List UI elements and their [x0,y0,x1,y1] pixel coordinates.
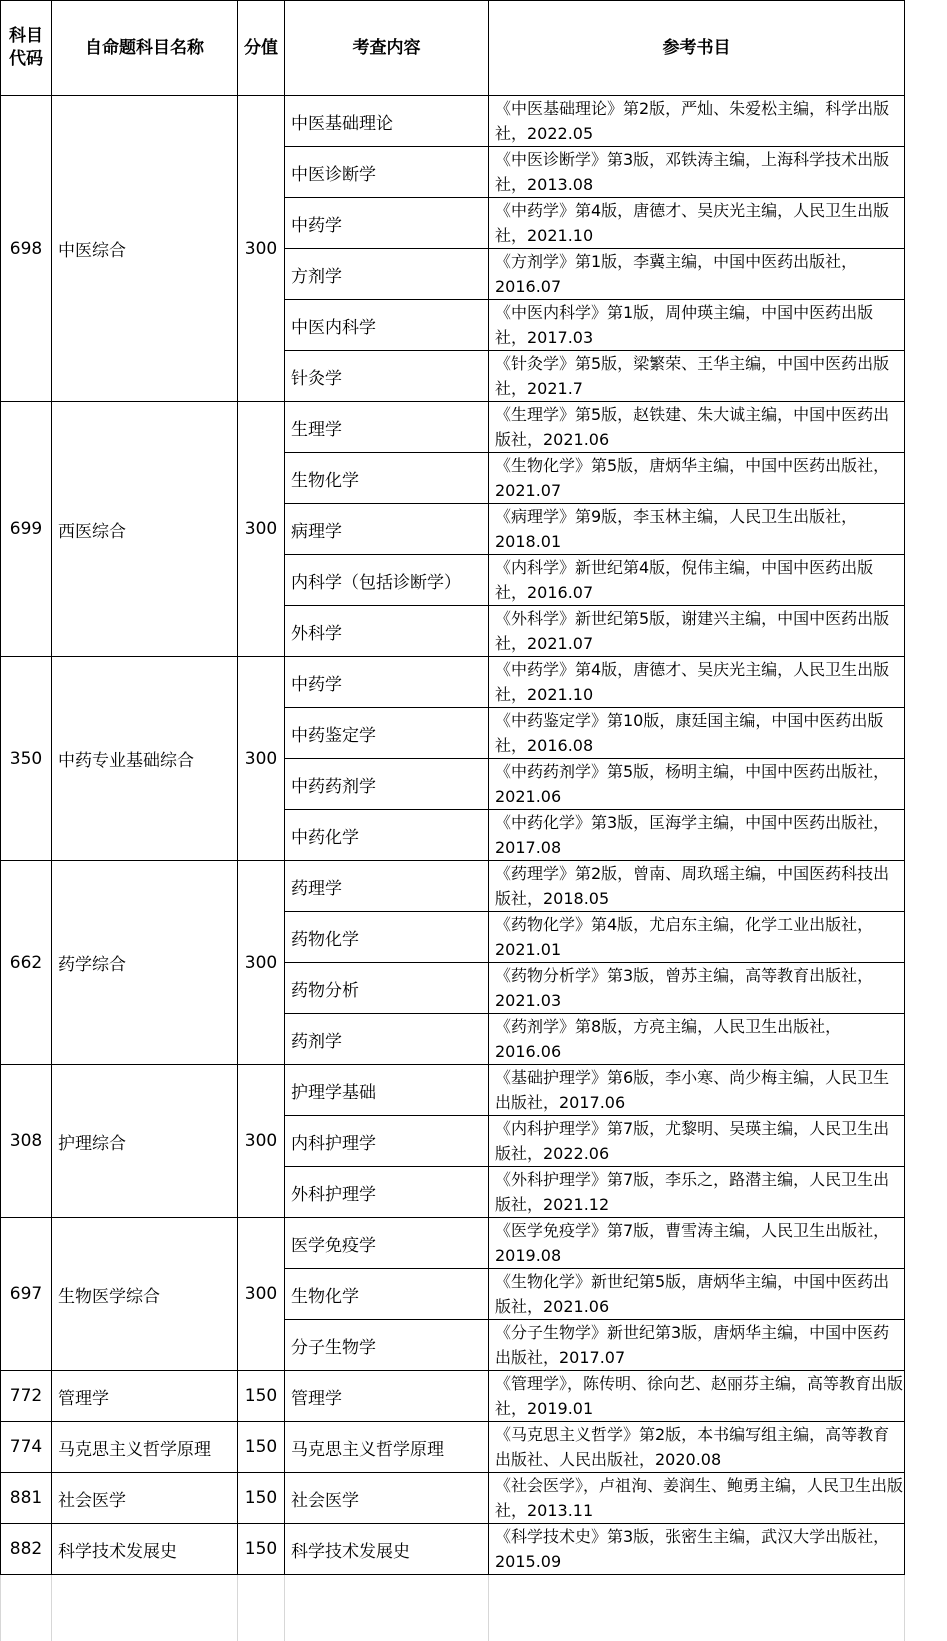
subject-score: 300 [238,96,285,402]
reference-book: 《中医诊断学》第3版，邓铁涛主编，上海科学技术出版社，2013.08 [489,147,905,198]
exam-content: 中药学 [285,198,489,249]
header-ref: 参考书目 [489,1,905,96]
reference-book: 《中药学》第4版，唐德才、吴庆光主编，人民卫生出版社，2021.10 [489,657,905,708]
subject-name: 中药专业基础综合 [52,657,238,861]
exam-content: 内科学（包括诊断学） [285,555,489,606]
exam-content: 中药药剂学 [285,759,489,810]
exam-content: 生理学 [285,402,489,453]
table-row [1,657,905,708]
reference-book: 《中药化学》第3版，匡海学主编，中国中医药出版社，2017.08 [489,810,905,861]
exam-content: 中药鉴定学 [285,708,489,759]
subject-code: 308 [1,1065,52,1218]
reference-book: 《外科护理学》第7版，李乐之，路潜主编，人民卫生出版社，2021.12 [489,1167,905,1218]
table-row [1,1422,905,1473]
reference-book: 《病理学》第9版，李玉林主编，人民卫生出版社，2018.01 [489,504,905,555]
gridline [488,1575,489,1641]
exam-content: 管理学 [285,1371,489,1422]
subject-name: 西医综合 [52,402,238,657]
subject-code: 699 [1,402,52,657]
reference-book: 《药理学》第2版，曾南、周玖瑶主编，中国医药科技出版社，2018.05 [489,861,905,912]
subject-name: 生物医学综合 [52,1218,238,1371]
subject-score: 150 [238,1371,285,1422]
subject-code: 774 [1,1422,52,1473]
table-row [1,1473,905,1524]
gridline [237,1575,238,1641]
subject-code: 350 [1,657,52,861]
exam-content: 科学技术发展史 [285,1524,489,1575]
exam-content: 外科护理学 [285,1167,489,1218]
subject-name: 科学技术发展史 [52,1524,238,1575]
table-row [1,1371,905,1422]
subject-score: 150 [238,1473,285,1524]
subject-score: 150 [238,1524,285,1575]
reference-book: 《中医内科学》第1版，周仲瑛主编，中国中医药出版社，2017.03 [489,300,905,351]
header-code: 科目 代码 [1,1,52,96]
exam-content: 病理学 [285,504,489,555]
reference-book: 《中药学》第4版，唐德才、吴庆光主编，人民卫生出版社，2021.10 [489,198,905,249]
gridline [51,1575,52,1641]
subject-name: 社会医学 [52,1473,238,1524]
gridline [904,1575,905,1641]
subject-code: 662 [1,861,52,1065]
exam-content: 护理学基础 [285,1065,489,1116]
table-row [1,1065,905,1116]
reference-book: 《药物分析学》第3版，曾苏主编，高等教育出版社，2021.03 [489,963,905,1014]
subject-code: 882 [1,1524,52,1575]
exam-content: 药剂学 [285,1014,489,1065]
reference-book: 《中药鉴定学》第10版，康廷国主编，中国中医药出版社，2016.08 [489,708,905,759]
exam-content: 中医内科学 [285,300,489,351]
exam-content: 生物化学 [285,1269,489,1320]
reference-book: 《内科护理学》第7版，尤黎明、吴瑛主编，人民卫生出版社，2022.06 [489,1116,905,1167]
reference-book: 《社会医学》，卢祖洵、姜润生、鲍勇主编，人民卫生出版社，2013.11 [489,1473,905,1524]
exam-content: 药物化学 [285,912,489,963]
exam-content: 中药学 [285,657,489,708]
reference-book: 《管理学》，陈传明、徐向艺、赵丽芬主编，高等教育出版社，2019.01 [489,1371,905,1422]
reference-book: 《生物化学》新世纪第5版，唐炳华主编，中国中医药出版社，2021.06 [489,1269,905,1320]
subject-score: 300 [238,657,285,861]
subject-name: 管理学 [52,1371,238,1422]
header-name: 自命题科目名称 [52,1,238,96]
subject-score: 300 [238,402,285,657]
table-row [1,402,905,453]
subject-code: 881 [1,1473,52,1524]
exam-content: 中药化学 [285,810,489,861]
exam-content: 生物化学 [285,453,489,504]
subject-score: 300 [238,1065,285,1218]
reference-book: 《基础护理学》第6版，李小寒、尚少梅主编，人民卫生出版社，2017.06 [489,1065,905,1116]
table-row [1,861,905,912]
gridline [0,1575,1,1641]
subject-code: 772 [1,1371,52,1422]
subject-name: 马克思主义哲学原理 [52,1422,238,1473]
table-row [1,1524,905,1575]
exam-content: 中医基础理论 [285,96,489,147]
gridline [284,1575,285,1641]
subject-score: 300 [238,1218,285,1371]
exam-content: 内科护理学 [285,1116,489,1167]
exam-content: 医学免疫学 [285,1218,489,1269]
reference-book: 《方剂学》第1版，李冀主编，中国中医药出版社，2016.07 [489,249,905,300]
header-row [1,1,905,96]
exam-content: 外科学 [285,606,489,657]
reference-book: 《内科学》新世纪第4版，倪伟主编，中国中医药出版社，2016.07 [489,555,905,606]
exam-content: 社会医学 [285,1473,489,1524]
exam-content: 针灸学 [285,351,489,402]
exam-content: 马克思主义哲学原理 [285,1422,489,1473]
table-row [1,96,905,147]
subject-code: 697 [1,1218,52,1371]
reference-book: 《马克思主义哲学》第2版，本书编写组主编，高等教育出版社、人民出版社，2020.08 [489,1422,905,1473]
exam-content: 中医诊断学 [285,147,489,198]
subject-score: 150 [238,1422,285,1473]
reference-book: 《外科学》新世纪第5版，谢建兴主编，中国中医药出版社，2021.07 [489,606,905,657]
header-score: 分值 [238,1,285,96]
exam-content: 药理学 [285,861,489,912]
exam-content: 药物分析 [285,963,489,1014]
reference-book: 《药剂学》第8版，方亮主编，人民卫生出版社，2016.06 [489,1014,905,1065]
subject-score: 300 [238,861,285,1065]
subject-name: 护理综合 [52,1065,238,1218]
reference-book: 《医学免疫学》第7版，曹雪涛主编，人民卫生出版社，2019.08 [489,1218,905,1269]
header-content: 考查内容 [285,1,489,96]
reference-book: 《分子生物学》新世纪第3版，唐炳华主编，中国中医药出版社，2017.07 [489,1320,905,1371]
reference-book: 《针灸学》第5版，梁繁荣、王华主编，中国中医药出版社，2021.7 [489,351,905,402]
reference-book: 《科学技术史》第3版，张密生主编，武汉大学出版社，2015.09 [489,1524,905,1575]
exam-content: 分子生物学 [285,1320,489,1371]
reference-book: 《生物化学》第5版，唐炳华主编，中国中医药出版社，2021.07 [489,453,905,504]
reference-book: 《药物化学》第4版，尤启东主编，化学工业出版社，2021.01 [489,912,905,963]
reference-book: 《生理学》第5版，赵铁建、朱大诚主编，中国中医药出版社，2021.06 [489,402,905,453]
reference-book: 《中医基础理论》第2版，严灿、朱爱松主编，科学出版社，2022.05 [489,96,905,147]
subject-name: 药学综合 [52,861,238,1065]
table-body [1,96,905,1575]
reference-book: 《中药药剂学》第5版，杨明主编，中国中医药出版社，2021.06 [489,759,905,810]
subject-code: 698 [1,96,52,402]
table-row [1,1218,905,1269]
subject-name: 中医综合 [52,96,238,402]
exam-content: 方剂学 [285,249,489,300]
